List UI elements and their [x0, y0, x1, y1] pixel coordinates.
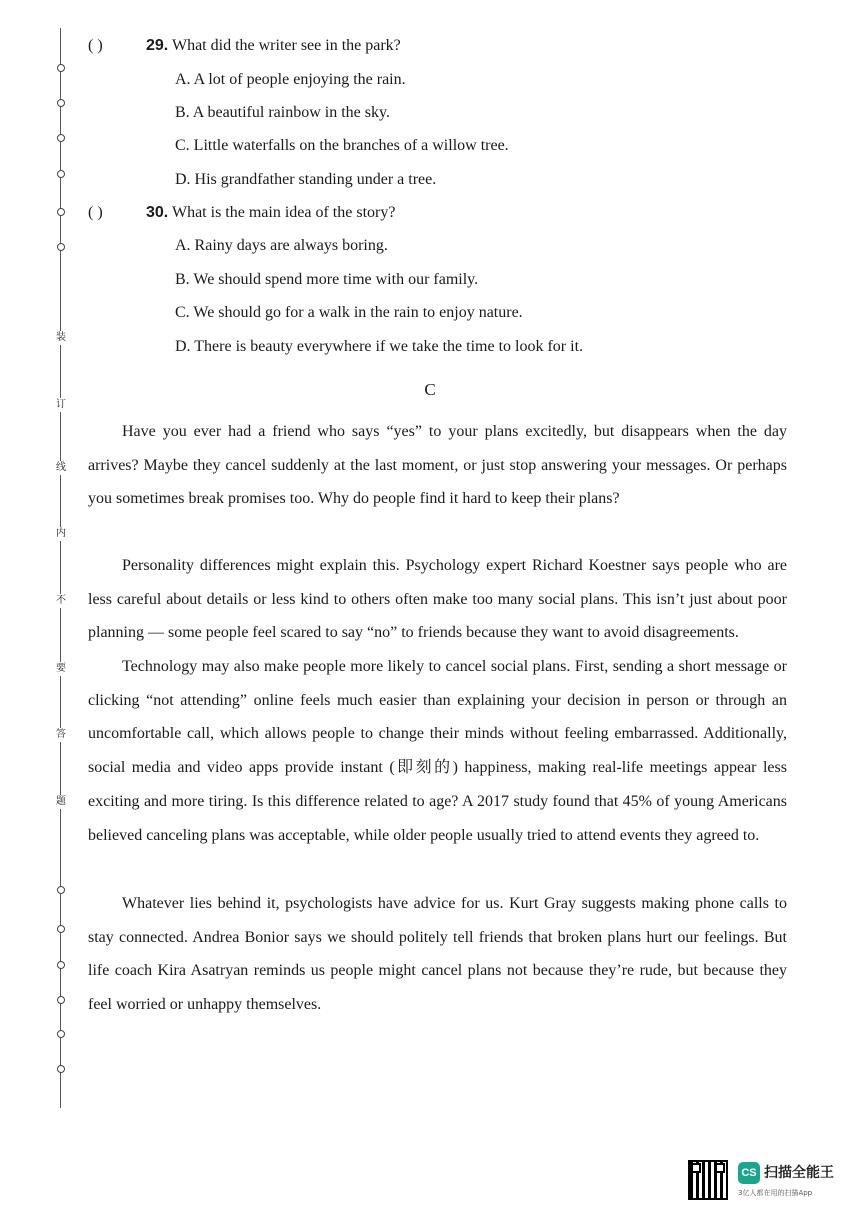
binding-dot: [57, 64, 65, 72]
passage-paragraph: Technology may also make people more likely to cancel social plans. First, sending a short message or clicking “not attending” online feels much easier than explaining your decision in person or through an uncomfortable call, which allows people to change their minds without feeling embarrassed. Additionally, social media and video apps provide instant (即刻的) happiness, making real-life meetings appear less exciting and more tiring. Is this difference related to age? A 2017 study found that 45% of young Americans believed canceling plans was acceptable, while older people usually tried to attend events they agreed to.: [88, 658, 787, 844]
question-30: [88, 203, 395, 223]
binding-char: 答: [52, 728, 70, 742]
binding-char: 要: [52, 662, 70, 676]
binding-dot: [57, 99, 65, 107]
binding-dot: [57, 996, 65, 1004]
passage-paragraph: Whatever lies behind it, psychologists have advice for us. Kurt Gray suggests making phone calls to stay connected. Andrea Bonior says we should politely tell friends that broken plans hurt our feelings. But life coach Kira Asatryan reminds us people might cancel plans not because they’re rude, but because they feel worried or unhappy themselves.: [88, 895, 787, 1014]
option-b: B. A beautiful rainbow in the sky.: [175, 104, 390, 121]
scanner-watermark: [688, 1160, 848, 1204]
binding-dot: [57, 134, 65, 142]
passage-paragraph: Personality differences might explain this. Psychology expert Richard Koestner says people who are less careful about details or less kind to others often make too many social plans. This isn’t just about poor planning — some people feel scared to say “no” to friends because they want to avoid disagreements.: [88, 557, 787, 642]
option-a: A. A lot of people enjoying the rain.: [175, 71, 406, 88]
binding-dot: [57, 243, 65, 251]
binding-dot: [57, 961, 65, 969]
binding-dot: [57, 1065, 65, 1073]
option-b: B. We should spend more time with our family.: [175, 271, 479, 288]
binding-char: 订: [52, 398, 70, 412]
scanner-app-name: 扫描全能王: [764, 1165, 834, 1181]
section-title: C: [424, 380, 436, 399]
binding-char: 内: [52, 527, 70, 541]
qr-code-icon: [688, 1160, 728, 1200]
question-text: What did the writer see in the park?: [171, 37, 401, 54]
binding-char: 题: [52, 795, 70, 809]
option-c: C. Little waterfalls on the branches of a willow tree.: [175, 137, 509, 154]
question-number: 29.: [146, 37, 169, 54]
binding-dot: [57, 1030, 65, 1038]
binding-char: 线: [52, 461, 70, 475]
answer-blank: ( ): [88, 204, 103, 221]
passage-paragraph: Have you ever had a friend who says “yes” to your plans excitedly, but disappears when the day arrives? Maybe they cancel suddenly at the last moment, or just stop answering your messages. Or perhaps you sometimes break promises too. Why do people find it hard to keep their plans?: [88, 423, 787, 508]
camscanner-logo: CS: [738, 1162, 760, 1184]
question-29: [88, 36, 401, 56]
binding-dot: [57, 886, 65, 894]
binding-dot: [57, 208, 65, 216]
answer-blank: ( ): [88, 37, 103, 54]
scanner-tagline: 3亿人都在用的扫描App: [738, 1189, 813, 1197]
binding-dot: [57, 170, 65, 178]
question-text: What is the main idea of the story?: [171, 204, 396, 221]
option-a: A. Rainy days are always boring.: [175, 237, 388, 254]
binding-dot: [57, 925, 65, 933]
binding-char: 装: [52, 331, 70, 345]
question-number: 30.: [146, 204, 169, 221]
binding-char: 不: [52, 594, 70, 608]
binding-line: [60, 28, 61, 1108]
option-d: D. There is beauty everywhere if we take the time to look for it.: [175, 338, 584, 355]
option-c: C. We should go for a walk in the rain to enjoy nature.: [175, 304, 523, 321]
option-d: D. His grandfather standing under a tree.: [175, 171, 437, 188]
